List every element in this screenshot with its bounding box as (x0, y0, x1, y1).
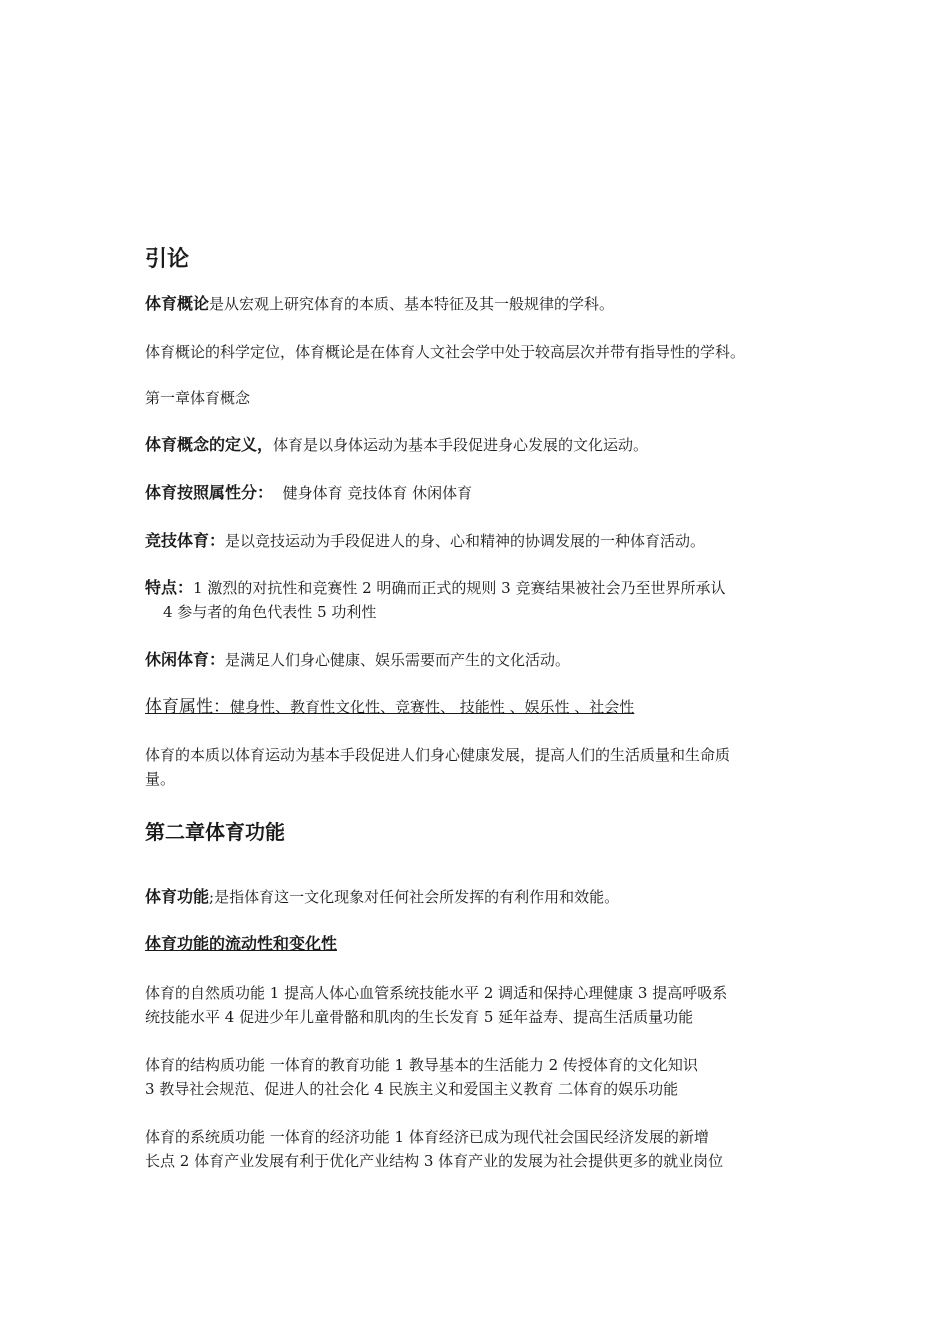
intro-heading: 引论 (145, 247, 190, 272)
intro-definition (145, 292, 614, 316)
competitive-term: 竞技体育： (145, 531, 226, 550)
features (145, 576, 726, 624)
structural-line-2: 3 教导社会规范、促进人的社会化 4 民族主义和爱国主义教育 二体育的娱乐功能 (145, 1080, 679, 1098)
attr-items: 健身性、教育性文化性、竞赛性、 技能性 、娱乐性 、社会性 (230, 698, 635, 716)
concept-term: 体育概念的定义， (145, 435, 274, 454)
chapter2-title: 第二章体育功能 (145, 820, 285, 844)
natural-line-2: 统技能水平 4 促进少年儿童骨骼和肌肉的生长发育 5 延年益寿、提高生活质量功能 (145, 1008, 694, 1026)
structural-functions (145, 1053, 698, 1101)
category-items: 健身体育 竞技体育 休闲体育 (282, 484, 473, 502)
concept-text: 体育是以身体运动为基本手段促进身心发展的文化运动。 (273, 436, 649, 454)
natural-functions (145, 981, 727, 1029)
essence-line-1: 体育的本质以体育运动为基本手段促进人们身心健康发展，提高人们的生活质量和生命质 (145, 746, 731, 764)
sports-categories (145, 481, 472, 505)
essence-line-2: 量。 (145, 770, 176, 788)
system-line-1: 体育的系统质功能 一体育的经济功能 1 体育经济已成为现代社会国民经济发展的新增 (145, 1128, 709, 1146)
features-line-2: 4 参与者的角色代表性 5 功利性 (163, 603, 377, 621)
concept-definition (145, 433, 648, 457)
natural-line-1: 体育的自然质功能 1 提高人体心血管系统技能水平 2 调适和保持心理健康 3 提高呼吸系 (145, 984, 728, 1002)
function-text: ;是指体育这一文化现象对任何社会所发挥的有利作用和效能。 (209, 888, 620, 906)
leisure-term: 休闲体育： (145, 650, 226, 669)
competitive-text: 是以竞技运动为手段促进人的身、心和精神的协调发展的一种体育活动。 (225, 532, 706, 550)
system-line-2: 长点 2 体育产业发展有利于优化产业结构 3 体育产业的发展为社会提供更多的就业岗位 (145, 1152, 724, 1170)
leisure-text: 是满足人们身心健康、娱乐需要而产生的文化活动。 (225, 651, 571, 669)
function-definition (145, 885, 619, 909)
sports-attributes (145, 695, 634, 719)
structural-line-1: 体育的结构质功能 一体育的教育功能 1 教导基本的生活能力 2 传授体育的文化知识 (145, 1056, 698, 1074)
scientific-position: 体育概论的科学定位，体育概论是在体育人文社会学中处于较高层次并带有指导性的学科。 (145, 343, 746, 361)
system-functions (145, 1125, 723, 1173)
function-term: 体育功能 (145, 887, 210, 906)
chapter1-title: 第一章体育概念 (145, 389, 251, 407)
features-line-1: 1 激烈的对抗性和竞赛性 2 明确而正式的规则 3 竞赛结果被社会乃至世界所承认 (193, 579, 726, 597)
attr-term: 体育属性： (145, 697, 230, 717)
term-sports-theory: 体育概论 (145, 294, 210, 313)
sports-essence (145, 743, 730, 791)
features-term: 特点： (145, 578, 194, 597)
fluidity-title: 体育功能的流动性和变化性 (145, 934, 338, 953)
category-term: 体育按照属性分： (145, 483, 274, 502)
leisure-sports (145, 648, 570, 672)
competitive-sports (145, 529, 705, 553)
definition-text: 是从宏观上研究体育的本质、基本特征及其一般规律的学科。 (209, 295, 615, 313)
